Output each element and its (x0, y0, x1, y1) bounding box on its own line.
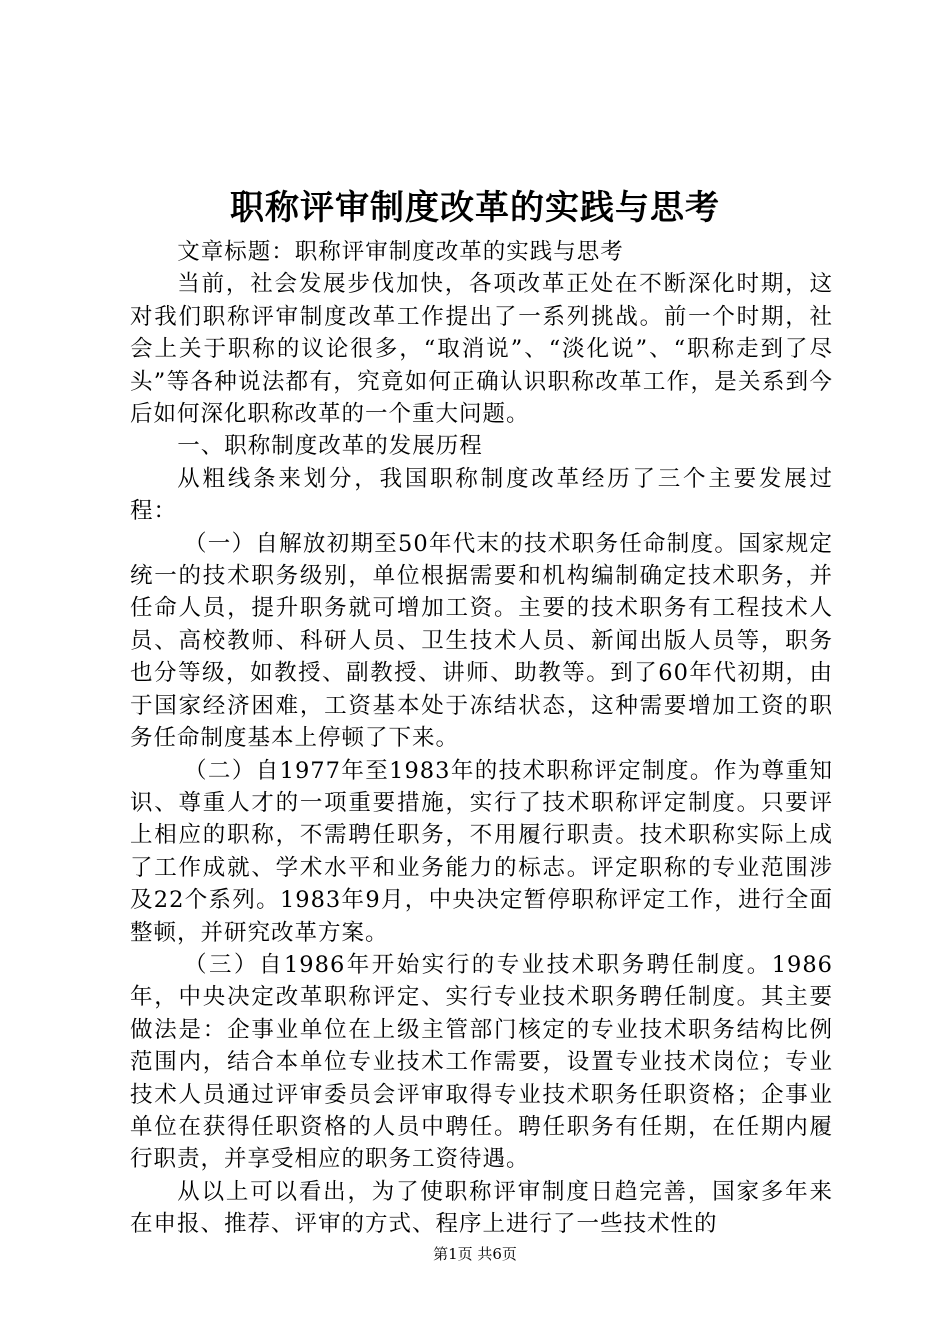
paragraph: （二）自1977年至1983年的技术职称评定制度。作为尊重知识、尊重人才的一项重要措施，实行了技术职称评定制度。只要评上相应的职称，不需聘任职务，不用履行职责。技术职称实际上成了工作成就、学术水平和业务能力的标志。评定职称的专业范围涉及22个系列。1983年9月，中央决定暂停职称评定工作，进行全面整顿，并研究改革方案。 (130, 757, 833, 946)
section-heading: 一、职称制度改革的发展历程 (177, 433, 483, 460)
page-footer: 第1页 共6页 (433, 1245, 517, 1263)
document-title: 职称评审制度改革的实践与思考 (230, 188, 720, 228)
paragraph: （一）自解放初期至50年代末的技术职务任命制度。国家规定统一的技术职务级别，单位根据需要和机构编制确定技术职务，并任命人员，提升职务就可增加工资。主要的技术职务有工程技术人员、高校教师、科研人员、卫生技术人员、新闻出版人员等，职务也分等级，如教授、副教授、讲师、助教等。到了60年代初期，由于国家经济困难，工资基本处于冻结状态，这种需要增加工资的职务任命制度基本上停顿了下来。 (130, 530, 833, 752)
paragraph: （三）自1986年开始实行的专业技术职务聘任制度。1986年，中央决定改革职称评定、实行专业技术职务聘任制度。其主要做法是：企事业单位在上级主管部门核定的专业技术职务结构比例范围内，结合本单位专业技术工作需要，设置专业技术岗位；专业技术人员通过评审委员会评审取得专业技术职务任职资格；企事业单位在获得任职资格的人员中聘任。聘任职务有任期，在任期内履行职责，并享受相应的职务工资待遇。 (130, 951, 833, 1173)
paragraph: 当前，社会发展步伐加快，各项改革正处在不断深化时期，这对我们职称评审制度改革工作提出了一系列挑战。前一个时期，社会上关于职称的议论很多，“取消说”、“淡化说”、“职称走到了尽头”等各种说法都有，究竟如何正确认识职称改革工作，是关系到今后如何深化职称改革的一个重大问题。 (130, 271, 833, 428)
paragraph: 从以上可以看出，为了使职称评审制度日趋完善，国家多年来在申报、推荐、评审的方式、程序上进行了一些技术性的 (130, 1178, 833, 1238)
document-body (130, 236, 833, 1241)
article-title-line: 文章标题：职称评审制度改革的实践与思考 (177, 239, 624, 265)
paragraph: 从粗线条来划分，我国职称制度改革经历了三个主要发展过程： (130, 465, 833, 525)
